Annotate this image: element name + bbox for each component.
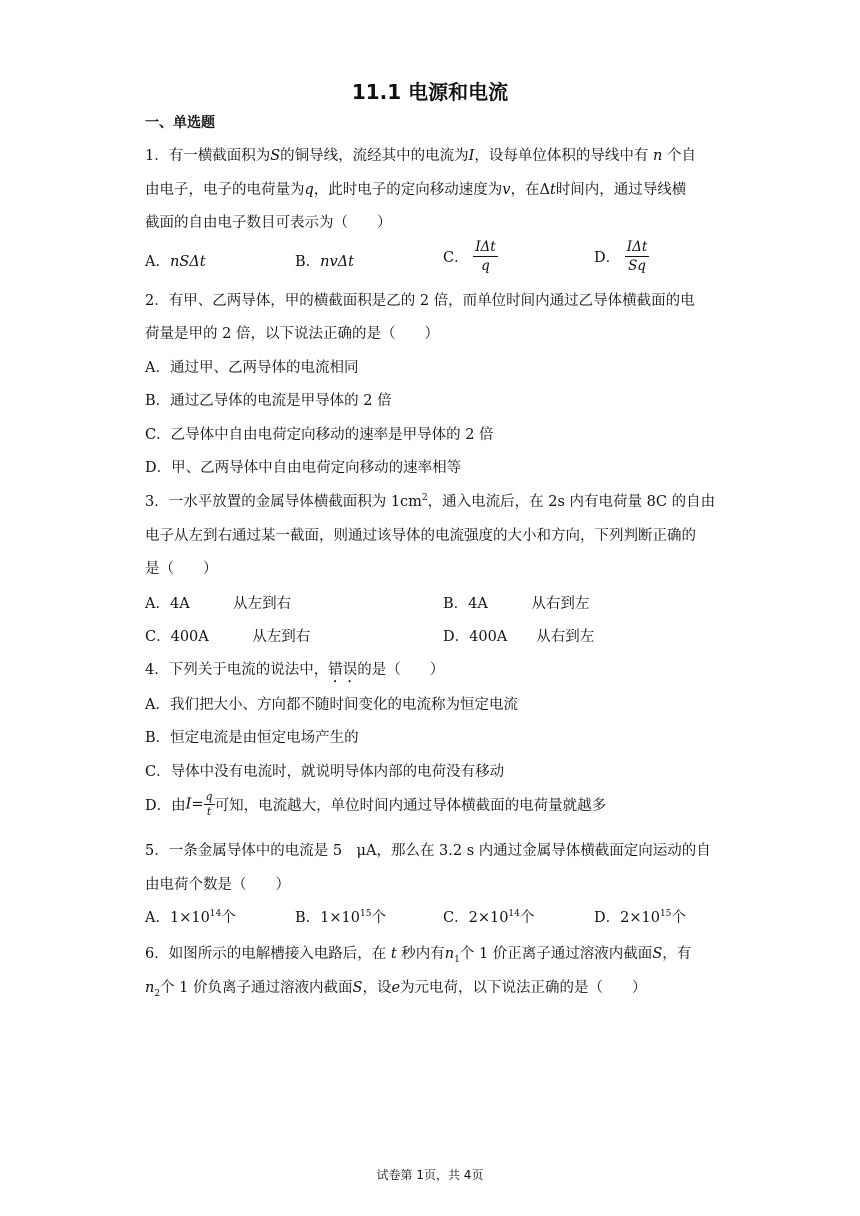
q5-option-d[interactable]: D．$2\times 10^{15}$个 [594,909,686,926]
q5-option-c[interactable]: C．$2\times 10^{14}$个 [443,909,535,926]
q4-option-d[interactable]: D．由I= $\frac{q}{t}$ 可知，电流越大，单位时间内通过导体横截面的电荷量就越多 [145,790,607,818]
q3-line2: 电子从左到右通过某一截面，则通过该导体的电流强度的大小和方向，下列判断正确的 [145,528,696,544]
q4-option-b[interactable]: B．恒定电流是由恒定电场产生的 [145,730,359,746]
q2-line2: 荷量是甲的 2 倍，以下说法正确的是（ ） [145,326,439,342]
q2-option-b[interactable]: B．通过乙导体的电流是甲导体的 2 倍 [145,393,392,409]
q3-option-b[interactable]: B．4A 从右到左 [443,596,590,612]
q2-line1: 2．有甲、乙两导体，甲的横截面积是乙的 2 倍，而单位时间内通过乙导体横截面的电 [145,293,695,309]
q4-line1: 4．下列关于电流的说法中，错误的是（ ） [145,662,445,678]
q5-option-b[interactable]: B．$1\times 10^{15}$个 [295,909,386,926]
fraction: $\frac{q}{t}$ [205,790,213,818]
q3-line1: 3．一水平放置的金属导体横截面积为 $1cm^2$，通入电流后，在 2s 内有电荷量 8C 的自由 [145,493,716,510]
q5-line1: 5．一条金属导体中的电流是 5 μA，那么在 3.2 s 内通过金属导体横截面定向运动的自 [145,843,711,859]
q1-line2: 由电子，电子的电荷量为q，此时电子的定向移动速度为v，在Δt时间内，通过导线横 [145,182,687,198]
q6-line1: 6．如图所示的电解槽接入电路后，在 t 秒内有$n_1$个 1 价正离子通过溶液内截面S，有 [145,946,692,965]
q2-option-c[interactable]: C．乙导体中自由电荷定向移动的速率是甲导体的 2 倍 [145,427,494,443]
q3-option-d[interactable]: D．400A 从右到左 [443,629,595,645]
q3-option-a[interactable]: A．4A 从左到右 [145,596,292,612]
q2-option-a[interactable]: A．通过甲、乙两导体的电流相同 [145,360,359,376]
page-footer: 试卷第 1页，共 4页 [376,1168,484,1182]
q4-option-c[interactable]: C．导体中没有电流时，就说明导体内部的电荷没有移动 [145,764,505,780]
q3-option-c[interactable]: C．400A 从左到右 [145,629,311,645]
q3-line3: 是（ ） [145,561,218,577]
q1-option-c[interactable]: C． $\frac{\text{IΔt}}{q}$ [443,239,496,274]
section-heading: 一、单选题 [145,115,215,131]
q2-option-d[interactable]: D．甲、乙两导体中自由电荷定向移动的速率相等 [145,460,462,476]
q1-option-a[interactable]: A．nSΔt [145,254,206,270]
q1-option-b[interactable]: B．nvΔt [295,254,354,270]
q6-line2: $n_2$个 1 价负离子通过溶液内截面S，设e为元电荷，以下说法正确的是（ ） [145,980,647,999]
page-title: 11.1 电源和电流 [351,80,509,104]
q5-line2: 由电荷个数是（ ） [145,877,290,893]
fraction: $\frac{\text{IΔt}}{q}$ [475,239,496,274]
q4-option-a[interactable]: A．我们把大小、方向都不随时间变化的电流称为恒定电流 [145,697,518,713]
fraction: $\frac{\text{IΔt}}{Sq}$ [626,239,648,274]
emphasized-text: 错误 [328,662,358,678]
q5-option-a[interactable]: A．$1\times 10^{14}$个 [145,909,236,926]
q1-option-d[interactable]: D． $\frac{\text{IΔt}}{Sq}$ [594,239,648,274]
q1-line1: 1．有一横截面积为S的铜导线，流经其中的电流为I，设每单位体积的导线中有 n 个自 [145,148,696,164]
q1-line3: 截面的自由电子数目可表示为（ ） [145,215,392,231]
